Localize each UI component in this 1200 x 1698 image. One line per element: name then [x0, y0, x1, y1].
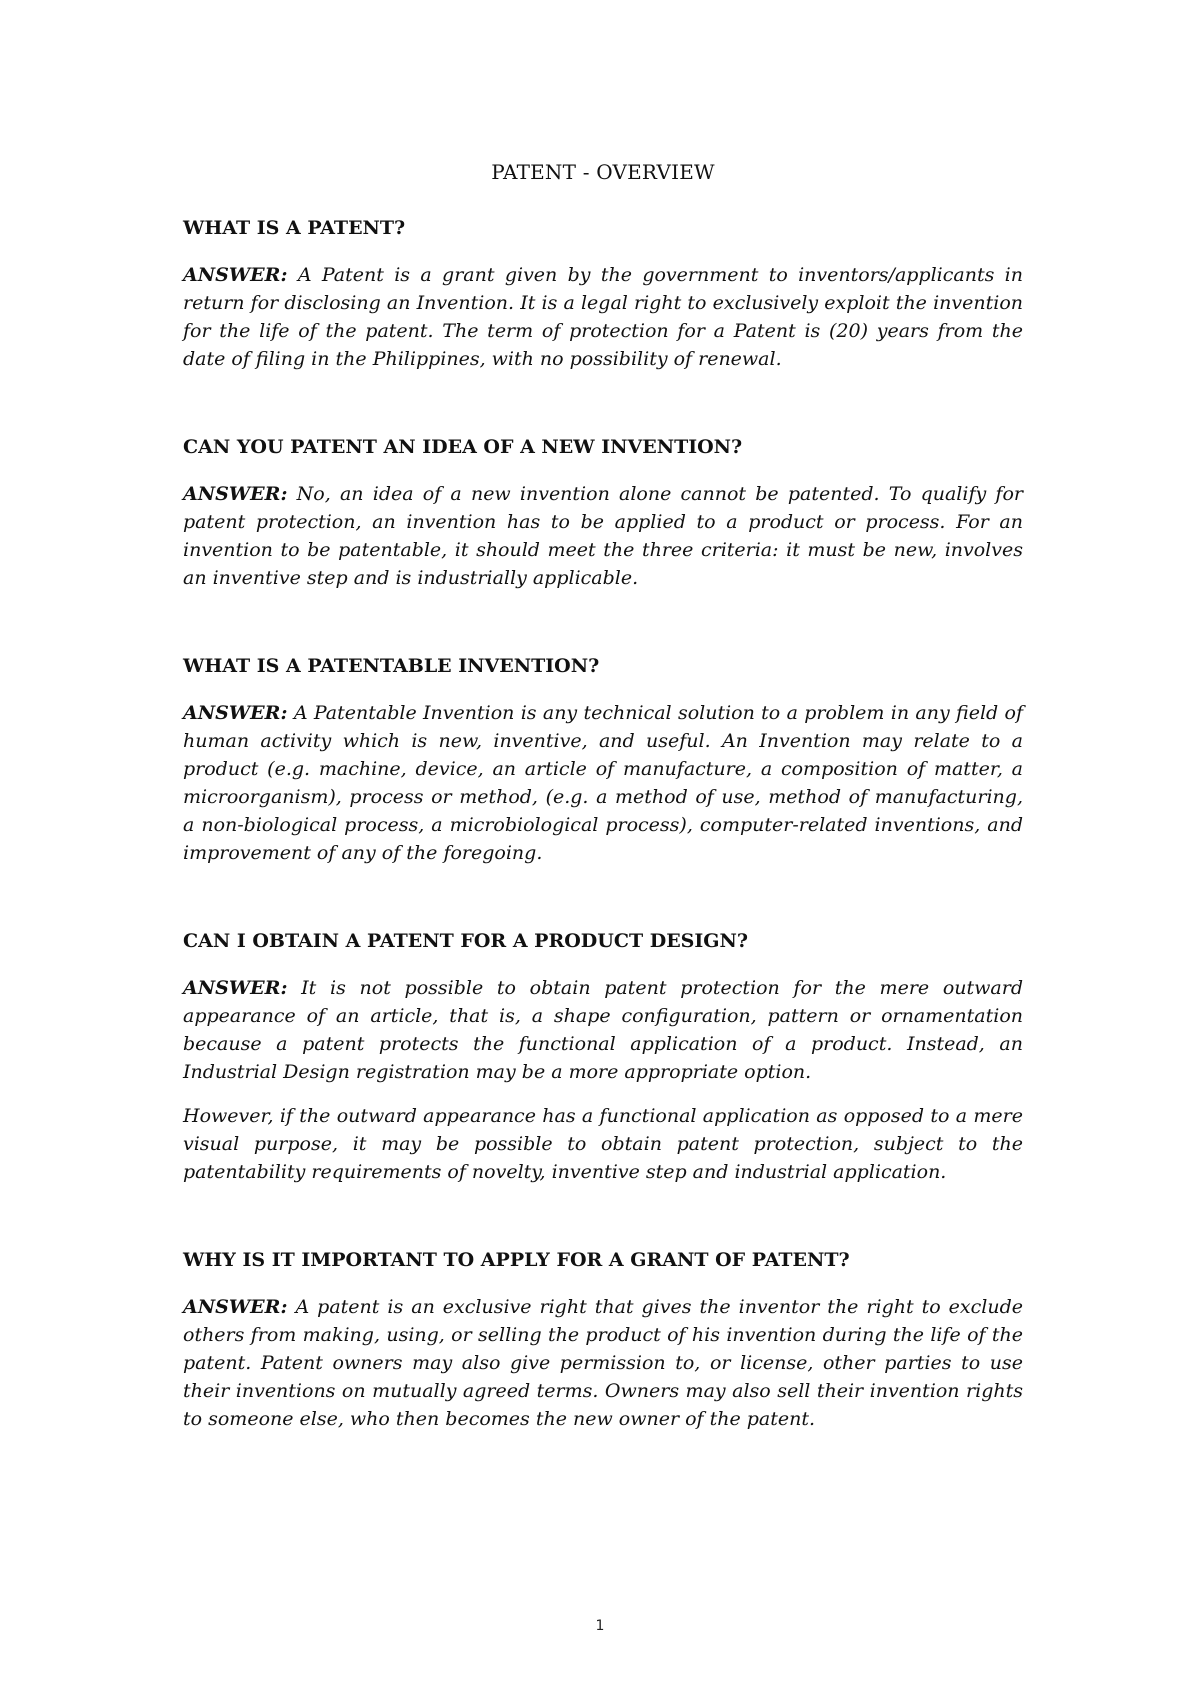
faq-question: WHY IS IT IMPORTANT TO APPLY FOR A GRANT OF PATENT?: [183, 1249, 850, 1271]
faq-answer-continued: However, if the outward appearance has a functional application as opposed to a mere visual purpose, it may be possible to obtain patent protection, subject to the patentability requirements of novelty, inventive step and industrial application.: [183, 1105, 1023, 1183]
answer-label: ANSWER:: [183, 264, 288, 286]
faq-section: [183, 654, 1023, 867]
answer-label: ANSWER:: [183, 483, 288, 505]
answer-text: A Patentable Invention is any technical solution to a problem in any field of human activity which is new, inventive, and useful. An Invention may relate to a product (e.g. machine, device, an article of manufacture, a composition of matter, a microorganism), process or method, (e.g. a method of use, method of manufacturing, a non-biological process, a microbiological process), computer-related inventions, and improvement of any of the foregoing.: [183, 702, 1024, 864]
faq-answer: [183, 699, 1023, 867]
document-page: [183, 160, 1023, 1449]
faq-answer: [183, 480, 1023, 592]
faq-section: [183, 1248, 1023, 1433]
faq-answer: [183, 974, 1023, 1086]
answer-label: ANSWER:: [183, 977, 288, 999]
answer-text: It is not possible to obtain patent protection for the mere outward appearance of an article, that is, a shape configuration, pattern or ornamentation because a patent protects the functional application of a product. Instead, an Industrial Design registration may be a more appropriate option.: [183, 977, 1023, 1083]
faq-question: WHAT IS A PATENTABLE INVENTION?: [183, 655, 600, 677]
faq-section: [183, 435, 1023, 592]
document-title: PATENT - OVERVIEW: [491, 160, 715, 184]
faq-answer: [183, 1293, 1023, 1433]
answer-label: ANSWER:: [183, 702, 288, 724]
answer-label: ANSWER:: [183, 1296, 288, 1318]
answer-text: A patent is an exclusive right that gives the inventor the right to exclude others from making, using, or selling the product of his invention during the life of the patent. Patent owners may also give permission to, or license, other parties to use their inventions on mutually agreed terms. Owners may also sell their invention rights to someone else, who then becomes the new owner of the patent.: [183, 1296, 1023, 1430]
answer-text: No, an idea of a new invention alone cannot be patented. To qualify for patent protection, an invention has to be applied to a product or process. For an invention to be patentable, it should meet the three criteria: it must be new, involves an inventive step and is industrially applicable.: [183, 483, 1023, 589]
answer-text: A Patent is a grant given by the government to inventors/applicants in return for disclosing an Invention. It is a legal right to exclusively exploit the invention for the life of the patent. The term of protection for a Patent is (20) years from the date of filing in the Philippines, with no possibility of renewal.: [183, 264, 1023, 370]
faq-question: CAN YOU PATENT AN IDEA OF A NEW INVENTION?: [183, 436, 743, 458]
page-number: 1: [595, 1618, 605, 1634]
faq-answer: [183, 261, 1023, 373]
faq-question: CAN I OBTAIN A PATENT FOR A PRODUCT DESIGN?: [183, 930, 749, 952]
faq-section: [183, 929, 1023, 1186]
faq-question: WHAT IS A PATENT?: [183, 217, 406, 239]
faq-section: [183, 216, 1023, 373]
